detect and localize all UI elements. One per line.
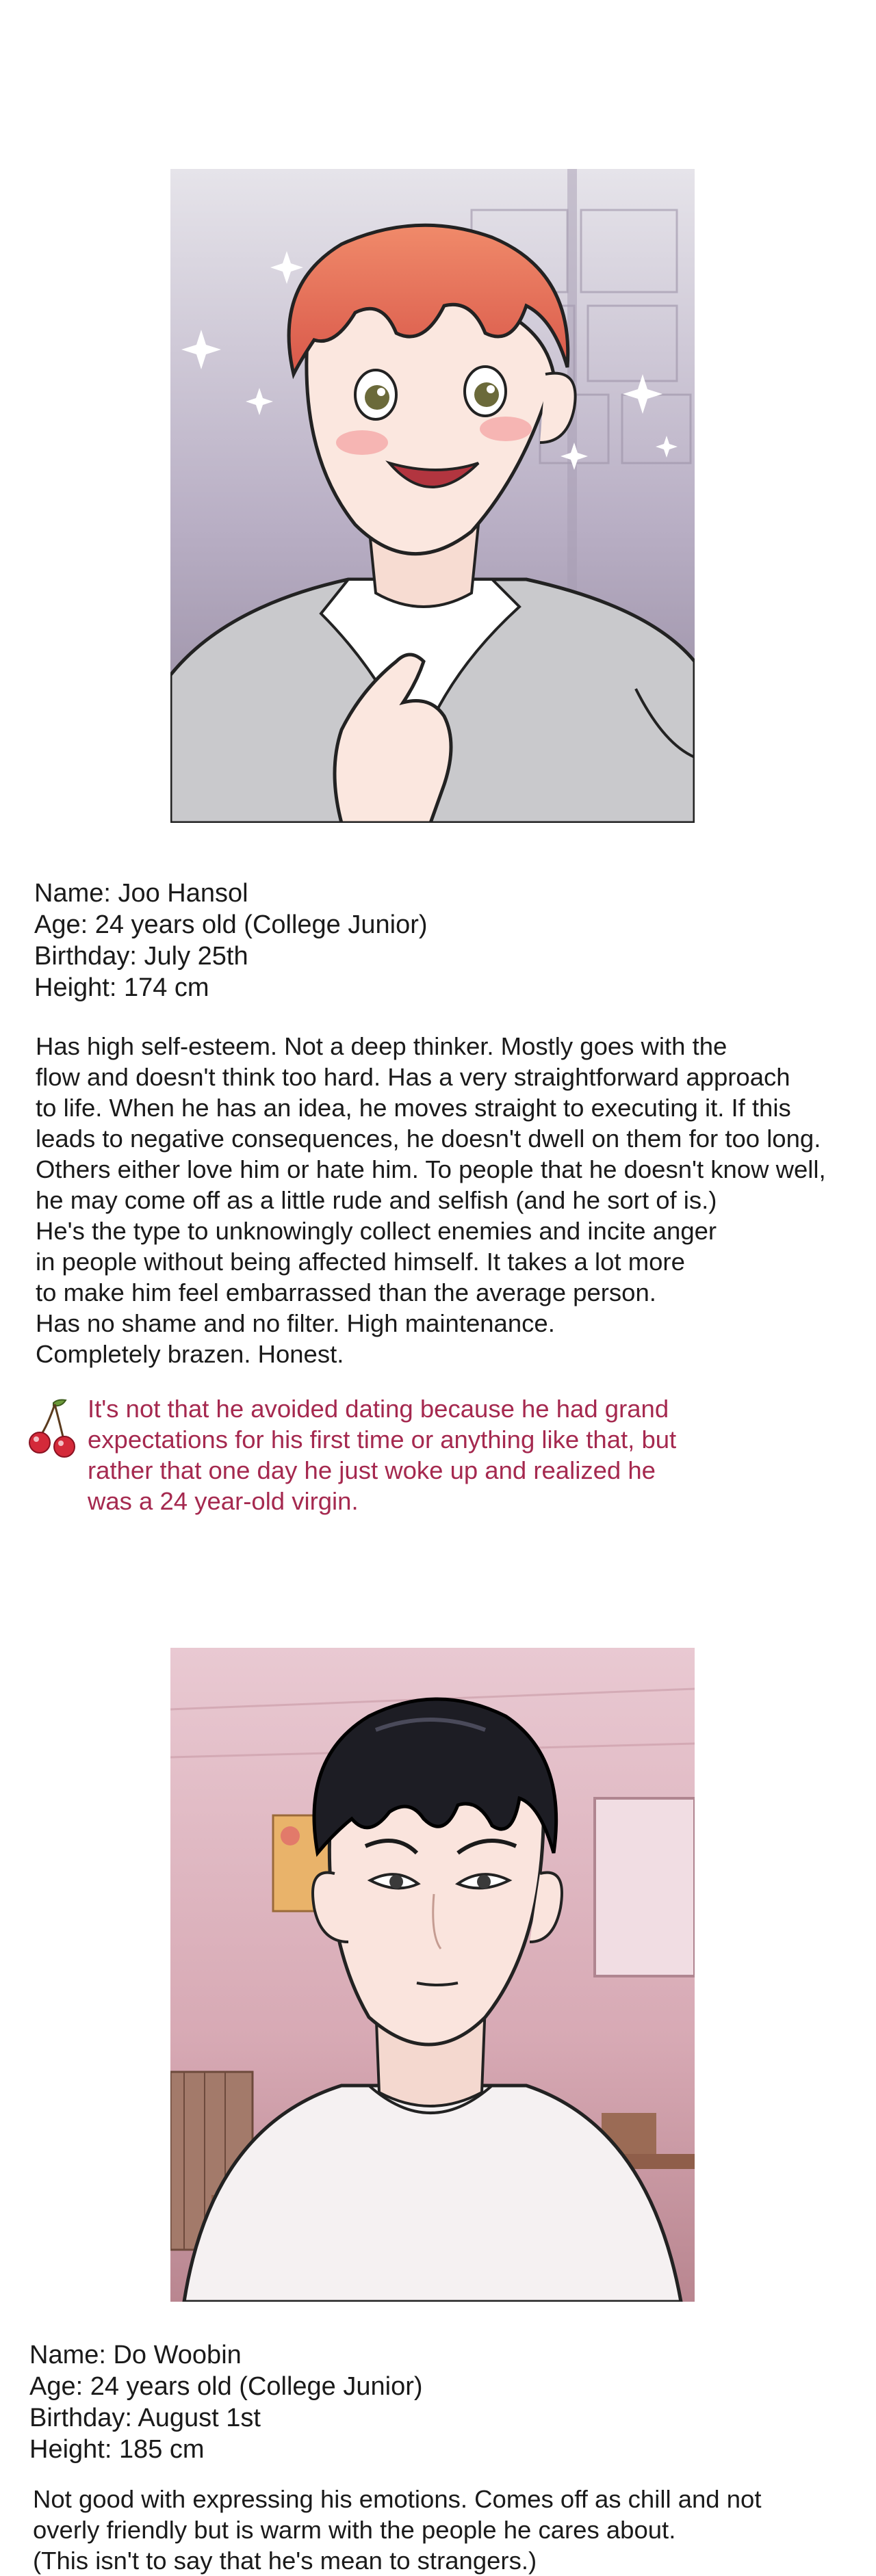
description-line: to life. When he has an idea, he moves straight to executing it. If this	[36, 1094, 791, 1122]
character-name: Name: Do Woobin	[29, 2341, 242, 2369]
portrait-black-haired-calm-icon	[170, 1648, 695, 2302]
character-birthday: Birthday: August 1st	[29, 2404, 261, 2432]
description-line: flow and doesn't think too hard. Has a very straightforward approach	[36, 1063, 790, 1091]
description-line: He's the type to unknowingly collect enemies and incite anger	[36, 1217, 717, 1245]
description-line: (This isn't to say that he's mean to strangers.)	[33, 2547, 537, 2575]
portrait-red-haired-smiling-icon	[170, 169, 695, 823]
character-height: Height: 174 cm	[34, 973, 209, 1002]
description-line: to make him feel embarrassed than the average person.	[36, 1278, 656, 1306]
character-portrait-joo-hansol	[170, 169, 695, 823]
character-info-do-woobin	[29, 2339, 423, 2465]
note-line: It's not that he avoided dating because he had grand	[88, 1395, 669, 1423]
note-line: was a 24 year-old virgin.	[88, 1487, 359, 1515]
character-age: Age: 24 years old (College Junior)	[29, 2372, 423, 2401]
character-info-joo-hansol	[34, 878, 428, 1003]
description-line: Not good with expressing his emotions. Comes off as chill and not	[33, 2485, 762, 2513]
character-birthday: Birthday: July 25th	[34, 942, 248, 971]
description-line: in people without being affected himself. It takes a lot more	[36, 1248, 685, 1276]
character-description-joo-hansol	[36, 1031, 826, 1369]
character-name: Name: Joo Hansol	[34, 879, 248, 908]
description-line: he may come off as a little rude and selfish (and he sort of is.)	[36, 1186, 717, 1214]
description-line: Has high self-esteem. Not a deep thinker. Mostly goes with the	[36, 1032, 727, 1060]
description-line: Completely brazen. Honest.	[36, 1340, 344, 1368]
description-line: Has no shame and no filter. High maintenance.	[36, 1309, 555, 1337]
note-line: expectations for his first time or anything like that, but	[88, 1425, 677, 1454]
note-text	[88, 1393, 676, 1516]
description-line: Others either love him or hate him. To people that he doesn't know well,	[36, 1155, 826, 1183]
note-line: rather that one day he just woke up and realized he	[88, 1456, 656, 1484]
description-line: leads to negative consequences, he doesn't dwell on them for too long.	[36, 1125, 821, 1153]
character-height: Height: 185 cm	[29, 2435, 205, 2464]
character-description-do-woobin	[33, 2484, 761, 2576]
cherry-icon	[27, 1397, 79, 1459]
character-portrait-do-woobin	[170, 1648, 695, 2302]
character-age: Age: 24 years old (College Junior)	[34, 910, 428, 939]
description-line: overly friendly but is warm with the people he cares about.	[33, 2516, 676, 2544]
